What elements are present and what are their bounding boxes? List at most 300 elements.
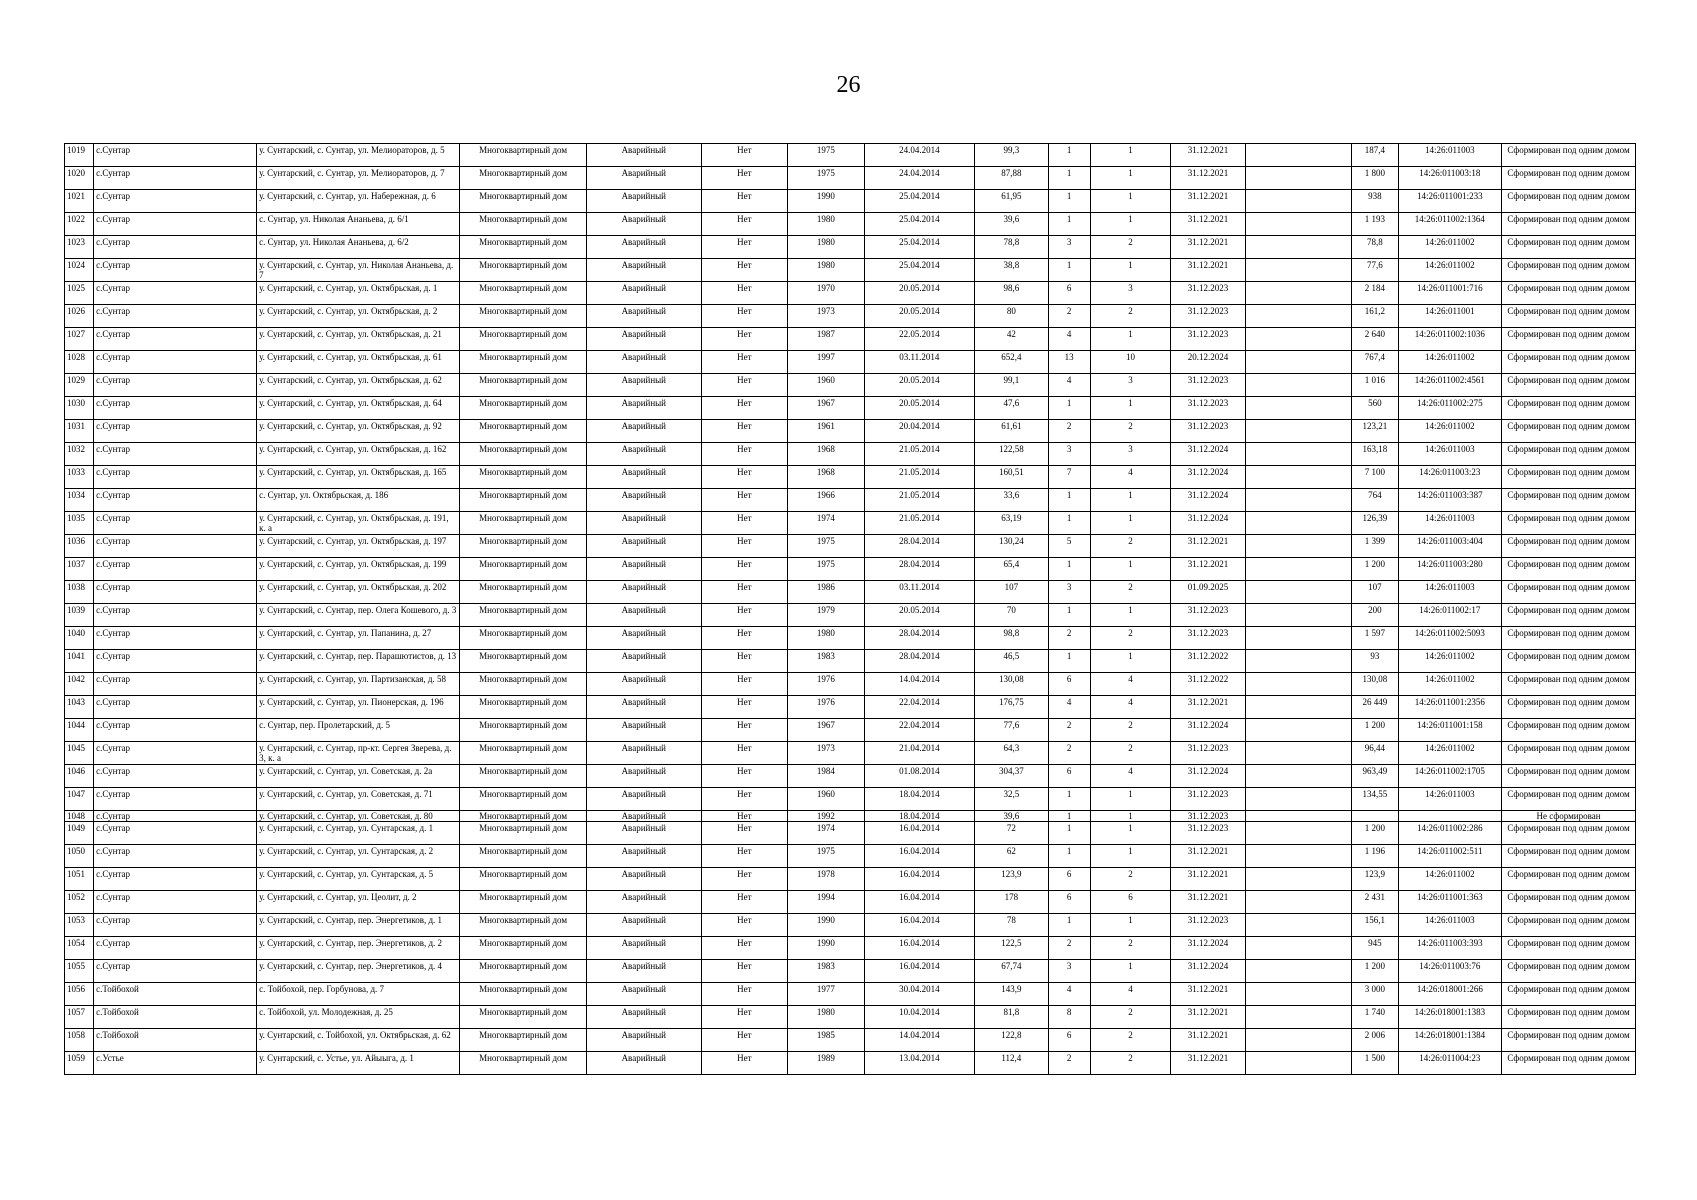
residents-cell: 6	[1048, 1029, 1090, 1052]
land-status-cell: Сформирован под одним домом	[1502, 891, 1636, 914]
land-status-cell: Сформирован под одним домом	[1502, 960, 1636, 983]
table-row	[65, 328, 1636, 351]
land-area-cell: 1 800	[1352, 167, 1398, 190]
apartments-cell: 1	[1090, 190, 1170, 213]
flag-cell: Нет	[701, 535, 787, 558]
land-area-cell: 7 100	[1352, 466, 1398, 489]
cadastral-number-cell: 14:26:018001:1383	[1398, 1006, 1502, 1029]
cadastral-number-cell: 14:26:011002	[1398, 673, 1502, 696]
empty-column-cell	[1245, 960, 1352, 983]
relocation-deadline-cell: 31.12.2021	[1171, 868, 1245, 891]
land-area-cell: 1 200	[1352, 960, 1398, 983]
flag-cell: Нет	[701, 937, 787, 960]
row-number-cell: 1032	[65, 443, 94, 466]
table-row	[65, 535, 1636, 558]
area-cell: 70	[975, 604, 1048, 627]
flag-cell: Нет	[701, 868, 787, 891]
recognition-date-cell: 21.05.2014	[864, 466, 975, 489]
table-row	[65, 914, 1636, 937]
row-number-cell: 1037	[65, 558, 94, 581]
building-type-cell: Многоквартирный дом	[460, 397, 587, 420]
cadastral-number-cell: 14:26:011003	[1398, 581, 1502, 604]
building-type-cell: Многоквартирный дом	[460, 420, 587, 443]
apartments-cell: 3	[1090, 443, 1170, 466]
address-cell: у. Сунтарский, с. Сунтар, ул. Советская, д. 2а	[257, 765, 460, 788]
address-cell: у. Сунтарский, с. Сунтар, ул. Цеолит, д. 2	[257, 891, 460, 914]
relocation-deadline-cell: 31.12.2023	[1171, 305, 1245, 328]
cadastral-number-cell: 14:26:011002:4561	[1398, 374, 1502, 397]
row-number-cell: 1056	[65, 983, 94, 1006]
flag-cell: Нет	[701, 1052, 787, 1075]
area-cell: 87,88	[975, 167, 1048, 190]
year-built-cell: 1960	[788, 374, 864, 397]
row-number-cell: 1030	[65, 397, 94, 420]
year-built-cell: 1989	[788, 1052, 864, 1075]
table-row	[65, 190, 1636, 213]
apartments-cell: 2	[1090, 937, 1170, 960]
settlement-cell: с.Сунтар	[94, 328, 257, 351]
condition-cell: Аварийный	[586, 1029, 701, 1052]
building-type-cell: Многоквартирный дом	[460, 604, 587, 627]
cadastral-number-cell: 14:26:011002	[1398, 420, 1502, 443]
apartments-cell: 1	[1090, 558, 1170, 581]
row-number-cell: 1054	[65, 937, 94, 960]
flag-cell: Нет	[701, 282, 787, 305]
land-status-cell: Сформирован под одним домом	[1502, 1052, 1636, 1075]
empty-column-cell	[1245, 845, 1352, 868]
land-status-cell: Сформирован под одним домом	[1502, 535, 1636, 558]
address-cell: у. Сунтарский, с. Сунтар, ул. Николая Ананьева, д. 7	[257, 259, 460, 282]
address-cell: с. Тойбохой, ул. Молодежная, д. 25	[257, 1006, 460, 1029]
land-status-cell: Сформирован под одним домом	[1502, 868, 1636, 891]
empty-column-cell	[1245, 937, 1352, 960]
cadastral-number-cell: 14:26:011002:1364	[1398, 213, 1502, 236]
condition-cell: Аварийный	[586, 512, 701, 535]
table-row	[65, 696, 1636, 719]
table-row	[65, 650, 1636, 673]
area-cell: 143,9	[975, 983, 1048, 1006]
relocation-deadline-cell: 31.12.2024	[1171, 719, 1245, 742]
building-type-cell: Многоквартирный дом	[460, 489, 587, 512]
empty-column-cell	[1245, 535, 1352, 558]
row-number-cell: 1043	[65, 696, 94, 719]
address-cell: у. Сунтарский, с. Сунтар, пер. Энергетиков, д. 1	[257, 914, 460, 937]
building-type-cell: Многоквартирный дом	[460, 351, 587, 374]
relocation-deadline-cell: 31.12.2024	[1171, 466, 1245, 489]
land-area-cell: 938	[1352, 190, 1398, 213]
recognition-date-cell: 16.04.2014	[864, 914, 975, 937]
row-number-cell: 1053	[65, 914, 94, 937]
cadastral-number-cell: 14:26:011002	[1398, 742, 1502, 765]
year-built-cell: 1974	[788, 822, 864, 845]
recognition-date-cell: 14.04.2014	[864, 1029, 975, 1052]
residents-cell: 1	[1048, 788, 1090, 811]
relocation-deadline-cell: 31.12.2021	[1171, 1006, 1245, 1029]
residents-cell: 4	[1048, 983, 1090, 1006]
apartments-cell: 2	[1090, 1029, 1170, 1052]
flag-cell: Нет	[701, 650, 787, 673]
address-cell: у. Сунтарский, с. Сунтар, ул. Октябрьская, д. 92	[257, 420, 460, 443]
land-area-cell: 156,1	[1352, 914, 1398, 937]
recognition-date-cell: 25.04.2014	[864, 236, 975, 259]
settlement-cell: с.Сунтар	[94, 719, 257, 742]
land-area-cell: 764	[1352, 489, 1398, 512]
table-row	[65, 259, 1636, 282]
recognition-date-cell: 13.04.2014	[864, 1052, 975, 1075]
apartments-cell: 2	[1090, 1052, 1170, 1075]
building-type-cell: Многоквартирный дом	[460, 845, 587, 868]
flag-cell: Нет	[701, 1006, 787, 1029]
condition-cell: Аварийный	[586, 811, 701, 822]
settlement-cell: с.Сунтар	[94, 822, 257, 845]
year-built-cell: 1985	[788, 1029, 864, 1052]
year-built-cell: 1966	[788, 489, 864, 512]
row-number-cell: 1023	[65, 236, 94, 259]
settlement-cell: с.Сунтар	[94, 167, 257, 190]
flag-cell: Нет	[701, 960, 787, 983]
apartments-cell: 1	[1090, 259, 1170, 282]
land-status-cell: Сформирован под одним домом	[1502, 742, 1636, 765]
area-cell: 123,9	[975, 868, 1048, 891]
land-area-cell: 26 449	[1352, 696, 1398, 719]
residents-cell: 1	[1048, 822, 1090, 845]
settlement-cell: с.Сунтар	[94, 650, 257, 673]
apartments-cell: 1	[1090, 167, 1170, 190]
residents-cell: 2	[1048, 305, 1090, 328]
empty-column-cell	[1245, 443, 1352, 466]
condition-cell: Аварийный	[586, 742, 701, 765]
table-row	[65, 167, 1636, 190]
cadastral-number-cell: 14:26:011002	[1398, 650, 1502, 673]
table-row	[65, 213, 1636, 236]
empty-column-cell	[1245, 489, 1352, 512]
flag-cell: Нет	[701, 742, 787, 765]
land-area-cell: 2 006	[1352, 1029, 1398, 1052]
building-type-cell: Многоквартирный дом	[460, 305, 587, 328]
cadastral-number-cell: 14:26:011004:23	[1398, 1052, 1502, 1075]
residents-cell: 6	[1048, 673, 1090, 696]
residents-cell: 5	[1048, 535, 1090, 558]
land-area-cell: 134,55	[1352, 788, 1398, 811]
empty-column-cell	[1245, 914, 1352, 937]
settlement-cell: с.Сунтар	[94, 765, 257, 788]
empty-column-cell	[1245, 788, 1352, 811]
flag-cell: Нет	[701, 328, 787, 351]
year-built-cell: 1983	[788, 650, 864, 673]
relocation-deadline-cell: 31.12.2024	[1171, 765, 1245, 788]
relocation-deadline-cell: 31.12.2022	[1171, 673, 1245, 696]
cadastral-number-cell: 14:26:011002:17	[1398, 604, 1502, 627]
building-type-cell: Многоквартирный дом	[460, 673, 587, 696]
apartments-cell: 2	[1090, 868, 1170, 891]
building-type-cell: Многоквартирный дом	[460, 282, 587, 305]
address-cell: у. Сунтарский, с. Сунтар, ул. Пионерская, д. 196	[257, 696, 460, 719]
relocation-deadline-cell: 31.12.2024	[1171, 489, 1245, 512]
recognition-date-cell: 16.04.2014	[864, 891, 975, 914]
year-built-cell: 1978	[788, 868, 864, 891]
settlement-cell: с.Сунтар	[94, 788, 257, 811]
row-number-cell: 1024	[65, 259, 94, 282]
residents-cell: 7	[1048, 466, 1090, 489]
flag-cell: Нет	[701, 397, 787, 420]
address-cell: у. Сунтарский, с. Тойбохой, ул. Октябрьская, д. 62	[257, 1029, 460, 1052]
settlement-cell: с.Сунтар	[94, 558, 257, 581]
recognition-date-cell: 20.05.2014	[864, 305, 975, 328]
recognition-date-cell: 25.04.2014	[864, 190, 975, 213]
apartments-cell: 1	[1090, 914, 1170, 937]
row-number-cell: 1020	[65, 167, 94, 190]
land-status-cell: Сформирован под одним домом	[1502, 236, 1636, 259]
cadastral-number-cell: 14:26:011003:404	[1398, 535, 1502, 558]
building-type-cell: Многоквартирный дом	[460, 868, 587, 891]
empty-column-cell	[1245, 1006, 1352, 1029]
apartments-cell: 10	[1090, 351, 1170, 374]
flag-cell: Нет	[701, 673, 787, 696]
condition-cell: Аварийный	[586, 190, 701, 213]
relocation-deadline-cell: 31.12.2023	[1171, 420, 1245, 443]
year-built-cell: 1997	[788, 351, 864, 374]
table-row	[65, 581, 1636, 604]
building-type-cell: Многоквартирный дом	[460, 983, 587, 1006]
table-row	[65, 868, 1636, 891]
recognition-date-cell: 03.11.2014	[864, 581, 975, 604]
year-built-cell: 1975	[788, 535, 864, 558]
address-cell: у. Сунтарский, с. Сунтар, ул. Мелиораторов, д. 7	[257, 167, 460, 190]
address-cell: у. Сунтарский, с. Сунтар, ул. Октябрьская, д. 165	[257, 466, 460, 489]
settlement-cell: с.Сунтар	[94, 845, 257, 868]
condition-cell: Аварийный	[586, 822, 701, 845]
land-area-cell: 2 431	[1352, 891, 1398, 914]
area-cell: 46,5	[975, 650, 1048, 673]
recognition-date-cell: 30.04.2014	[864, 983, 975, 1006]
table-row	[65, 788, 1636, 811]
cadastral-number-cell: 14:26:011003	[1398, 443, 1502, 466]
residents-cell: 3	[1048, 236, 1090, 259]
condition-cell: Аварийный	[586, 259, 701, 282]
year-built-cell: 1967	[788, 719, 864, 742]
area-cell: 176,75	[975, 696, 1048, 719]
table-row	[65, 443, 1636, 466]
settlement-cell: с.Сунтар	[94, 742, 257, 765]
apartments-cell: 1	[1090, 144, 1170, 167]
year-built-cell: 1974	[788, 512, 864, 535]
land-area-cell: 1 500	[1352, 1052, 1398, 1075]
year-built-cell: 1977	[788, 983, 864, 1006]
residents-cell: 2	[1048, 742, 1090, 765]
apartments-cell: 1	[1090, 604, 1170, 627]
land-status-cell: Сформирован под одним домом	[1502, 581, 1636, 604]
flag-cell: Нет	[701, 788, 787, 811]
residents-cell: 1	[1048, 489, 1090, 512]
apartments-cell: 4	[1090, 983, 1170, 1006]
condition-cell: Аварийный	[586, 236, 701, 259]
recognition-date-cell: 25.04.2014	[864, 213, 975, 236]
year-built-cell: 1980	[788, 213, 864, 236]
building-type-cell: Многоквартирный дом	[460, 914, 587, 937]
empty-column-cell	[1245, 650, 1352, 673]
condition-cell: Аварийный	[586, 914, 701, 937]
area-cell: 122,8	[975, 1029, 1048, 1052]
table-row	[65, 960, 1636, 983]
condition-cell: Аварийный	[586, 673, 701, 696]
relocation-deadline-cell: 31.12.2023	[1171, 627, 1245, 650]
empty-column-cell	[1245, 673, 1352, 696]
building-type-cell: Многоквартирный дом	[460, 719, 587, 742]
flag-cell: Нет	[701, 719, 787, 742]
row-number-cell: 1029	[65, 374, 94, 397]
empty-column-cell	[1245, 282, 1352, 305]
relocation-deadline-cell: 31.12.2021	[1171, 845, 1245, 868]
condition-cell: Аварийный	[586, 374, 701, 397]
building-type-cell: Многоквартирный дом	[460, 1052, 587, 1075]
settlement-cell: с.Сунтар	[94, 581, 257, 604]
land-status-cell: Сформирован под одним домом	[1502, 673, 1636, 696]
flag-cell: Нет	[701, 891, 787, 914]
year-built-cell: 1976	[788, 673, 864, 696]
land-status-cell: Сформирован под одним домом	[1502, 627, 1636, 650]
year-built-cell: 1961	[788, 420, 864, 443]
row-number-cell: 1049	[65, 822, 94, 845]
address-cell: у. Сунтарский, с. Сунтар, ул. Октябрьская, д. 197	[257, 535, 460, 558]
condition-cell: Аварийный	[586, 328, 701, 351]
settlement-cell: с.Сунтар	[94, 466, 257, 489]
area-cell: 61,61	[975, 420, 1048, 443]
area-cell: 67,74	[975, 960, 1048, 983]
area-cell: 99,1	[975, 374, 1048, 397]
empty-column-cell	[1245, 144, 1352, 167]
land-area-cell: 107	[1352, 581, 1398, 604]
condition-cell: Аварийный	[586, 650, 701, 673]
address-cell: с. Сунтар, ул. Николая Ананьева, д. 6/2	[257, 236, 460, 259]
year-built-cell: 1980	[788, 1006, 864, 1029]
area-cell: 107	[975, 581, 1048, 604]
cadastral-number-cell: 14:26:011002	[1398, 259, 1502, 282]
land-area-cell: 3 000	[1352, 983, 1398, 1006]
land-status-cell: Сформирован под одним домом	[1502, 351, 1636, 374]
flag-cell: Нет	[701, 466, 787, 489]
condition-cell: Аварийный	[586, 765, 701, 788]
address-cell: у. Сунтарский, с. Сунтар, пер. Олега Кошевого, д. 3	[257, 604, 460, 627]
empty-column-cell	[1245, 512, 1352, 535]
year-built-cell: 1976	[788, 696, 864, 719]
row-number-cell: 1048	[65, 811, 94, 822]
land-area-cell: 126,39	[1352, 512, 1398, 535]
settlement-cell: с.Сунтар	[94, 259, 257, 282]
land-status-cell: Сформирован под одним домом	[1502, 822, 1636, 845]
land-area-cell: 130,08	[1352, 673, 1398, 696]
address-cell: у. Сунтарский, с. Сунтар, ул. Советская, д. 80	[257, 811, 460, 822]
empty-column-cell	[1245, 259, 1352, 282]
table-row	[65, 719, 1636, 742]
relocation-deadline-cell: 31.12.2023	[1171, 742, 1245, 765]
building-type-cell: Многоквартирный дом	[460, 765, 587, 788]
building-type-cell: Многоквартирный дом	[460, 811, 587, 822]
condition-cell: Аварийный	[586, 144, 701, 167]
settlement-cell: с.Сунтар	[94, 236, 257, 259]
land-area-cell: 1 200	[1352, 822, 1398, 845]
recognition-date-cell: 25.04.2014	[864, 259, 975, 282]
cadastral-number-cell: 14:26:011002:275	[1398, 397, 1502, 420]
empty-column-cell	[1245, 374, 1352, 397]
condition-cell: Аварийный	[586, 167, 701, 190]
row-number-cell: 1046	[65, 765, 94, 788]
address-cell: у. Сунтарский, с. Сунтар, ул. Сунтарская, д. 1	[257, 822, 460, 845]
relocation-deadline-cell: 31.12.2022	[1171, 650, 1245, 673]
cadastral-number-cell	[1398, 811, 1502, 822]
building-type-cell: Многоквартирный дом	[460, 466, 587, 489]
land-area-cell: 1 399	[1352, 535, 1398, 558]
area-cell: 122,58	[975, 443, 1048, 466]
table-row	[65, 891, 1636, 914]
year-built-cell: 1987	[788, 328, 864, 351]
empty-column-cell	[1245, 811, 1352, 822]
area-cell: 47,6	[975, 397, 1048, 420]
building-type-cell: Многоквартирный дом	[460, 581, 587, 604]
area-cell: 63,19	[975, 512, 1048, 535]
recognition-date-cell: 22.04.2014	[864, 719, 975, 742]
year-built-cell: 1973	[788, 305, 864, 328]
recognition-date-cell: 28.04.2014	[864, 650, 975, 673]
flag-cell: Нет	[701, 259, 787, 282]
table-row	[65, 420, 1636, 443]
row-number-cell: 1021	[65, 190, 94, 213]
flag-cell: Нет	[701, 604, 787, 627]
land-status-cell: Сформирован под одним домом	[1502, 443, 1636, 466]
land-status-cell: Сформирован под одним домом	[1502, 213, 1636, 236]
flag-cell: Нет	[701, 351, 787, 374]
row-number-cell: 1042	[65, 673, 94, 696]
cadastral-number-cell: 14:26:011001:2356	[1398, 696, 1502, 719]
land-area-cell: 93	[1352, 650, 1398, 673]
empty-column-cell	[1245, 983, 1352, 1006]
address-cell: с. Тойбохой, пер. Горбунова, д. 7	[257, 983, 460, 1006]
building-type-cell: Многоквартирный дом	[460, 558, 587, 581]
row-number-cell: 1034	[65, 489, 94, 512]
land-status-cell: Сформирован под одним домом	[1502, 719, 1636, 742]
year-built-cell: 1986	[788, 581, 864, 604]
empty-column-cell	[1245, 719, 1352, 742]
cadastral-number-cell: 14:26:018001:1384	[1398, 1029, 1502, 1052]
settlement-cell: с.Сунтар	[94, 696, 257, 719]
flag-cell: Нет	[701, 822, 787, 845]
residents-cell: 1	[1048, 845, 1090, 868]
area-cell: 65,4	[975, 558, 1048, 581]
cadastral-number-cell: 14:26:011002:1036	[1398, 328, 1502, 351]
area-cell: 42	[975, 328, 1048, 351]
area-cell: 72	[975, 822, 1048, 845]
residents-cell: 13	[1048, 351, 1090, 374]
land-status-cell: Сформирован под одним домом	[1502, 845, 1636, 868]
land-area-cell: 163,18	[1352, 443, 1398, 466]
address-cell: у. Сунтарский, с. Сунтар, ул. Сунтарская, д. 2	[257, 845, 460, 868]
flag-cell: Нет	[701, 558, 787, 581]
residents-cell: 2	[1048, 1052, 1090, 1075]
year-built-cell: 1970	[788, 282, 864, 305]
recognition-date-cell: 20.05.2014	[864, 374, 975, 397]
table-row	[65, 305, 1636, 328]
building-type-cell: Многоквартирный дом	[460, 788, 587, 811]
recognition-date-cell: 20.05.2014	[864, 397, 975, 420]
building-type-cell: Многоквартирный дом	[460, 328, 587, 351]
empty-column-cell	[1245, 351, 1352, 374]
relocation-deadline-cell: 20.12.2024	[1171, 351, 1245, 374]
condition-cell: Аварийный	[586, 351, 701, 374]
cadastral-number-cell: 14:26:011001:716	[1398, 282, 1502, 305]
year-built-cell: 1968	[788, 443, 864, 466]
empty-column-cell	[1245, 213, 1352, 236]
row-number-cell: 1035	[65, 512, 94, 535]
flag-cell: Нет	[701, 983, 787, 1006]
